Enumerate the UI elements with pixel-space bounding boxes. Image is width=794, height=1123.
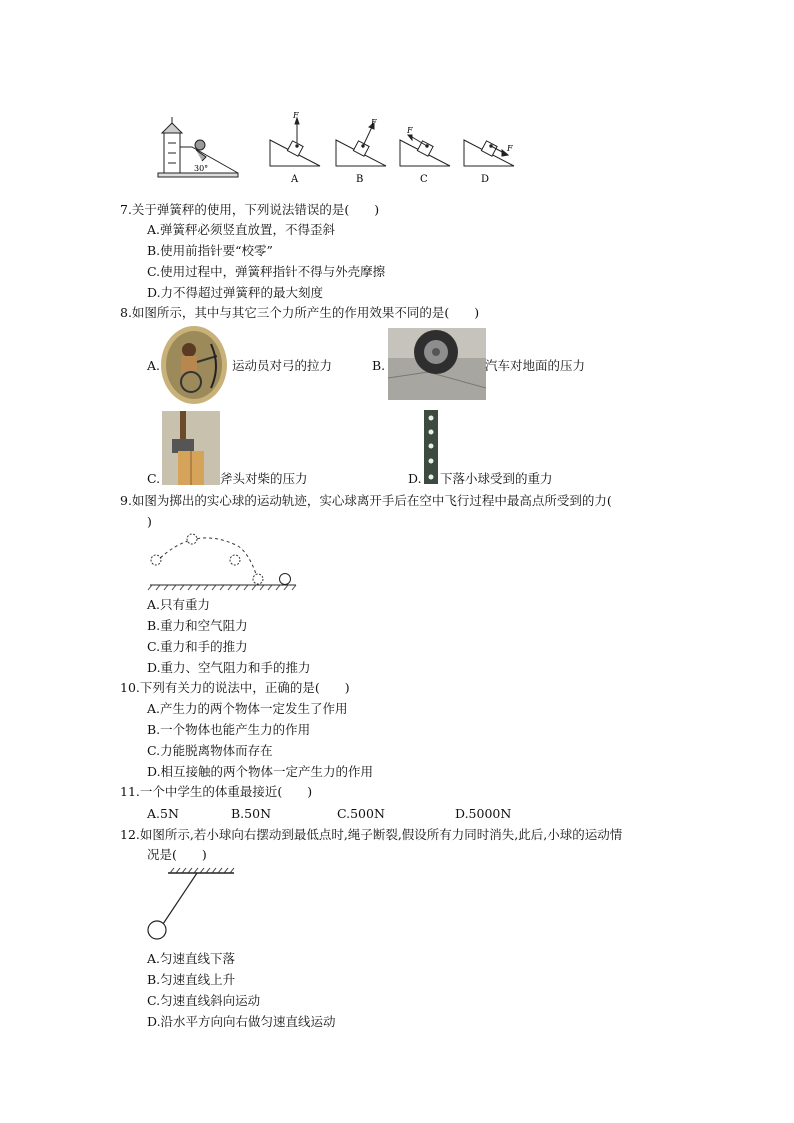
question-9-stem: 9.如图为掷出的实心球的运动轨迹，实心球离开手后在空中飞行过程中最高点所受到的力( (120, 493, 612, 508)
option-label-b: B (356, 174, 364, 185)
question-11-option-d: D.5000N (455, 806, 512, 821)
question-8-option-d-letter: D. (408, 471, 422, 486)
question-10-option-d: D.相互接触的两个物体一定产生力的作用 (147, 764, 374, 779)
pendulum-diagram (144, 867, 238, 943)
question-7-option-c: C.使用过程中，弹簧秤指针不得与外壳摩擦 (147, 264, 386, 279)
question-7-option-b: B.使用前指针要“校零” (147, 243, 273, 258)
question-10-stem: 10.下列有关力的说法中，正确的是( ) (120, 680, 350, 695)
question-12-option-b: B.匀速直线上升 (147, 972, 236, 987)
archer-photo (161, 326, 227, 404)
question-12-option-a: A.匀速直线下落 (147, 951, 236, 966)
option-label-d: D (481, 174, 490, 185)
question-8-stem: 8.如图所示，其中与其它三个力所产生的作用效果不同的是( ) (120, 305, 480, 320)
force-label-b: F (371, 118, 377, 127)
question-8-option-b-letter: B. (372, 358, 386, 373)
question-11-option-c: C.500N (337, 806, 385, 821)
car-tire-photo (388, 328, 486, 400)
question-7-option-a: A.弹簧秤必须竖直放置，不得歪斜 (147, 222, 336, 237)
question-8-option-c-letter: C. (147, 471, 161, 486)
force-label-c: F (407, 126, 413, 135)
incline-figure (150, 105, 530, 187)
question-9-option-a: A.只有重力 (147, 597, 211, 612)
question-7-stem: 7.关于弹簧秤的使用，下列说法错误的是( ) (120, 202, 380, 217)
falling-ball-photo (424, 410, 438, 484)
angle-label: 30° (194, 164, 209, 173)
question-10-option-a: A.产生力的两个物体一定发生了作用 (147, 701, 348, 716)
incline-c (400, 135, 450, 166)
force-label-a: F (293, 111, 299, 120)
question-10-option-b: B.一个物体也能产生力的作用 (147, 722, 311, 737)
question-12-option-c: C.匀速直线斜向运动 (147, 993, 261, 1008)
incline-a (270, 118, 320, 166)
question-10-option-c: C.力能脱离物体而存在 (147, 743, 273, 758)
question-8-option-d-text: 下落小球受到的重力 (440, 471, 553, 486)
question-7-option-d: D.力不得超过弹簧秤的最大刻度 (147, 285, 324, 300)
question-8-option-c-text: 斧头对柴的压力 (220, 471, 308, 486)
question-8-option-a-letter: A. (147, 358, 161, 373)
axe-wood-photo (162, 411, 220, 485)
question-11-option-a: A.5N (147, 806, 179, 821)
question-9-option-d: D.重力、空气阻力和手的推力 (147, 660, 311, 675)
question-9-option-c: C.重力和手的推力 (147, 639, 248, 654)
ball-trajectory-diagram (146, 530, 298, 592)
question-12-option-d: D.沿水平方向向右做匀速直线运动 (147, 1014, 336, 1029)
option-label-c: C (420, 174, 428, 185)
question-9-option-b: B.重力和空气阻力 (147, 618, 248, 633)
question-12-stem-cont: 况是( ) (147, 847, 207, 862)
question-11-stem: 11.一个中学生的体重最接近( ) (120, 784, 313, 799)
option-label-a: A (291, 174, 299, 185)
incline-b (336, 123, 386, 166)
question-9-stem-cont: ) (147, 514, 152, 529)
question-11-option-b: B.50N (231, 806, 272, 821)
question-8-option-b-text: 汽车对地面的压力 (485, 358, 586, 373)
question-8-option-a-text: 运动员对弓的拉力 (232, 358, 333, 373)
force-label-d: F (507, 144, 513, 153)
question-12-stem: 12.如图所示,若小球向右摆动到最低点时,绳子断裂,假设所有力同时消失,此后,小球的运动情 (120, 827, 623, 842)
